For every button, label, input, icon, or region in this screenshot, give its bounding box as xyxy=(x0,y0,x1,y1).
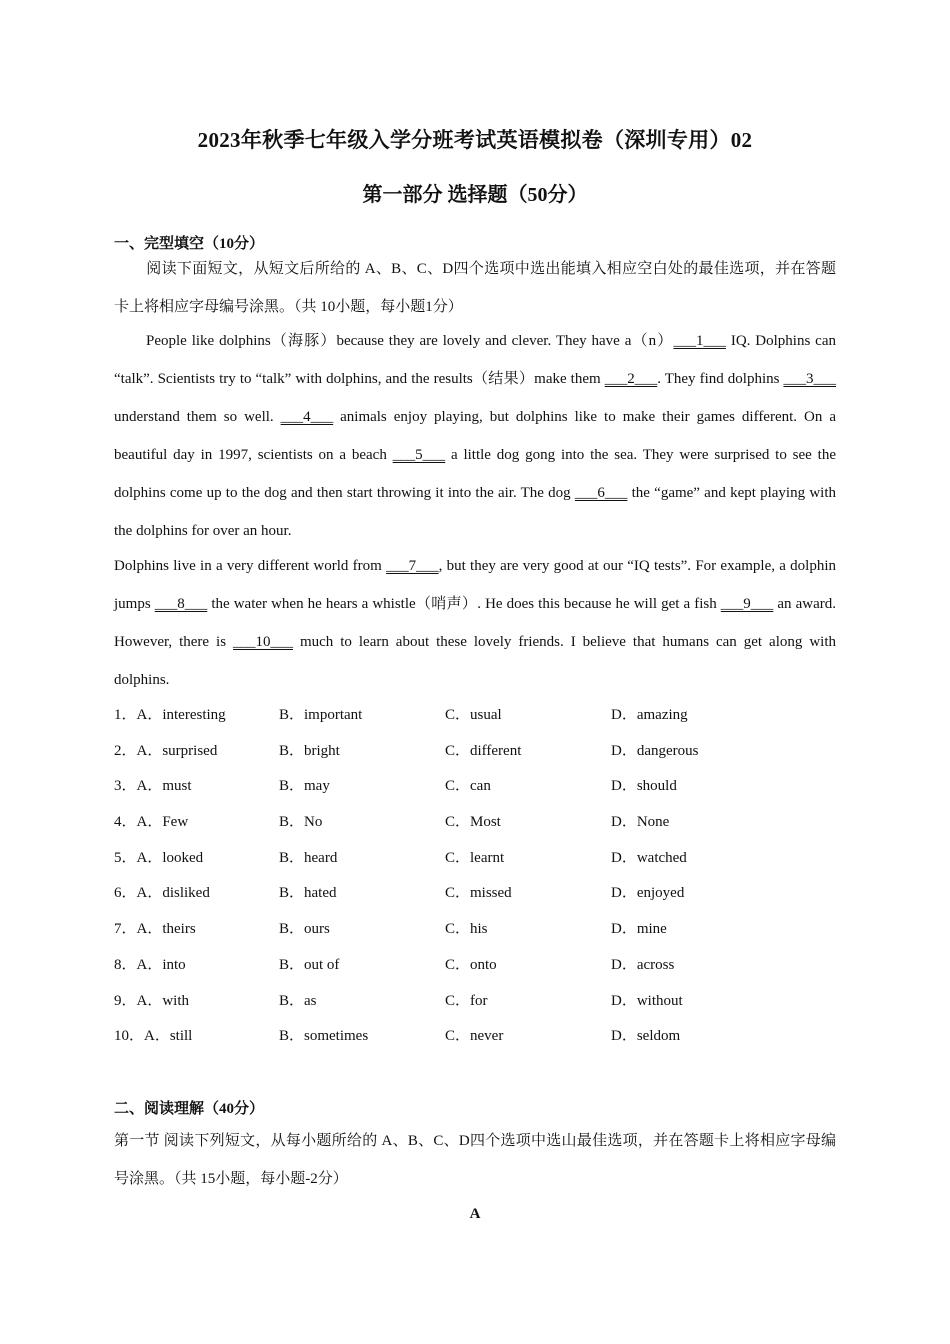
option-b: B．may xyxy=(279,778,330,795)
option-a: 7．A．theirs xyxy=(114,921,196,938)
blank-5: ___5___ xyxy=(392,447,446,463)
passage-text: People like dolphins（海豚）because they are lovely and clever. They have a（n） xyxy=(146,333,674,349)
option-b: B．as xyxy=(279,992,317,1009)
option-b: B．heard xyxy=(279,849,338,866)
blank-3: ___3___ xyxy=(783,371,836,387)
question-row xyxy=(114,915,836,951)
option-d: D．None xyxy=(611,814,670,831)
passage-text: the “game” and kept playing with the dolphins for over an hour. xyxy=(114,485,836,539)
option-c: C．usual xyxy=(445,707,502,723)
blank-7: ___7___ xyxy=(386,558,439,574)
option-a: 4．A．Few xyxy=(114,814,189,831)
question-options xyxy=(114,701,836,1058)
option-b: B．hated xyxy=(279,885,337,902)
blank-10: ___10___ xyxy=(233,634,293,650)
option-d: D．enjoyed xyxy=(611,885,685,902)
option-a: 6．A．disliked xyxy=(114,885,210,902)
option-a: 9．A．with xyxy=(114,992,190,1009)
passage-text: understand them so well. xyxy=(114,409,281,425)
option-d: D．watched xyxy=(611,849,687,866)
option-c: C．different xyxy=(445,742,522,759)
question-row xyxy=(114,701,836,737)
option-a: 5．A．looked xyxy=(114,849,204,866)
question-row xyxy=(114,772,836,808)
option-d: D．seldom xyxy=(611,1028,681,1045)
part-subtitle: 第一部分 选择题（50分） xyxy=(362,184,588,206)
section1-instructions-text: 阅读下面短文，从短文后所给的 A、B、C、D四个选项中选出能填入相应空白处的最佳选项，并在答题卡上将相应字母编号涂黑。（共 10小题，每小题1分） xyxy=(114,261,836,315)
question-row xyxy=(114,808,836,844)
option-d: D．dangerous xyxy=(611,742,699,759)
option-c: C．learnt xyxy=(445,849,505,866)
passage-text: an award. However, there is xyxy=(114,596,836,650)
section2-heading: 二、阅读理解（40分） xyxy=(114,1101,265,1117)
blank-4: ___4___ xyxy=(280,409,334,425)
passage-text: animals enjoy playing, but dolphins like to make their games different. On a beautiful day in 1997, scientists on a beach xyxy=(114,409,836,463)
passage-label: A xyxy=(469,1206,481,1222)
option-d: D．across xyxy=(611,956,675,973)
option-c: C．missed xyxy=(445,885,512,902)
question-row xyxy=(114,844,836,880)
question-row xyxy=(114,737,836,773)
section2-instructions: 第一节 阅读下列短文，从每小题所给的 A、B、C、D四个选项中选山最佳选项，并在答题卡上将相应字母编号涂黑。（共 15小题，每小题-2分） xyxy=(114,1133,836,1187)
option-c: C．can xyxy=(445,778,491,795)
option-c: C．Most xyxy=(445,814,501,831)
question-row xyxy=(114,987,836,1023)
cloze-passage-1 xyxy=(114,322,836,550)
cloze-passage-2 xyxy=(114,547,836,699)
option-a: 3．A．must xyxy=(114,778,192,795)
option-d: D．mine xyxy=(611,921,667,938)
blank-9: ___9___ xyxy=(720,596,774,612)
passage-text: , but they are very good at our “IQ tests”. For example, a dolphin jumps xyxy=(114,558,836,612)
option-c: C．his xyxy=(445,921,488,938)
option-d: D．amazing xyxy=(611,707,688,723)
option-a: 8．A．into xyxy=(114,956,186,973)
question-row xyxy=(114,879,836,915)
option-c: C．never xyxy=(445,1028,504,1045)
blank-6: ___6___ xyxy=(574,485,628,501)
option-a: 2．A．surprised xyxy=(114,742,218,759)
option-c: C．onto xyxy=(445,956,497,973)
option-c: C．for xyxy=(445,992,488,1009)
option-b: B．important xyxy=(279,707,363,723)
blank-1: ___1___ xyxy=(673,333,726,349)
section1-instructions xyxy=(114,250,836,326)
option-a: 10．A．still xyxy=(114,1028,193,1045)
page-title: 2023年秋季七年级入学分班考试英语模拟卷（深圳专用）02 xyxy=(197,128,753,152)
blank-2: ___2___ xyxy=(604,371,658,387)
passage-text: . They find dolphins xyxy=(657,371,784,387)
passage-text: Dolphins live in a very different world from xyxy=(114,558,387,574)
section1-heading: 一、完型填空（10分） xyxy=(114,236,265,252)
blank-8: ___8___ xyxy=(154,596,208,612)
option-b: B．ours xyxy=(279,921,330,938)
question-row xyxy=(114,951,836,987)
option-b: B．out of xyxy=(279,956,340,973)
passage-text: IQ. Dolphins can “talk”. Scientists try to “talk” with dolphins, and the results（结果）make them xyxy=(114,333,836,387)
option-b: B．sometimes xyxy=(279,1028,369,1045)
passage-text: much to learn about these lovely friends. I believe that humans can get along with dolphins. xyxy=(114,634,837,688)
passage-text: a little dog gong into the sea. They were surprised to see the dolphins come up to the dog and then start throwing it into the air. The dog xyxy=(114,447,836,501)
option-b: B．No xyxy=(279,814,323,831)
question-row xyxy=(114,1022,836,1058)
option-b: B．bright xyxy=(279,742,340,759)
option-d: D．without xyxy=(611,992,683,1009)
passage-text: the water when he hears a whistle（哨声）. He does this because he will get a fish xyxy=(207,596,721,612)
option-a: 1．A．interesting xyxy=(114,707,226,723)
option-d: D．should xyxy=(611,778,677,795)
